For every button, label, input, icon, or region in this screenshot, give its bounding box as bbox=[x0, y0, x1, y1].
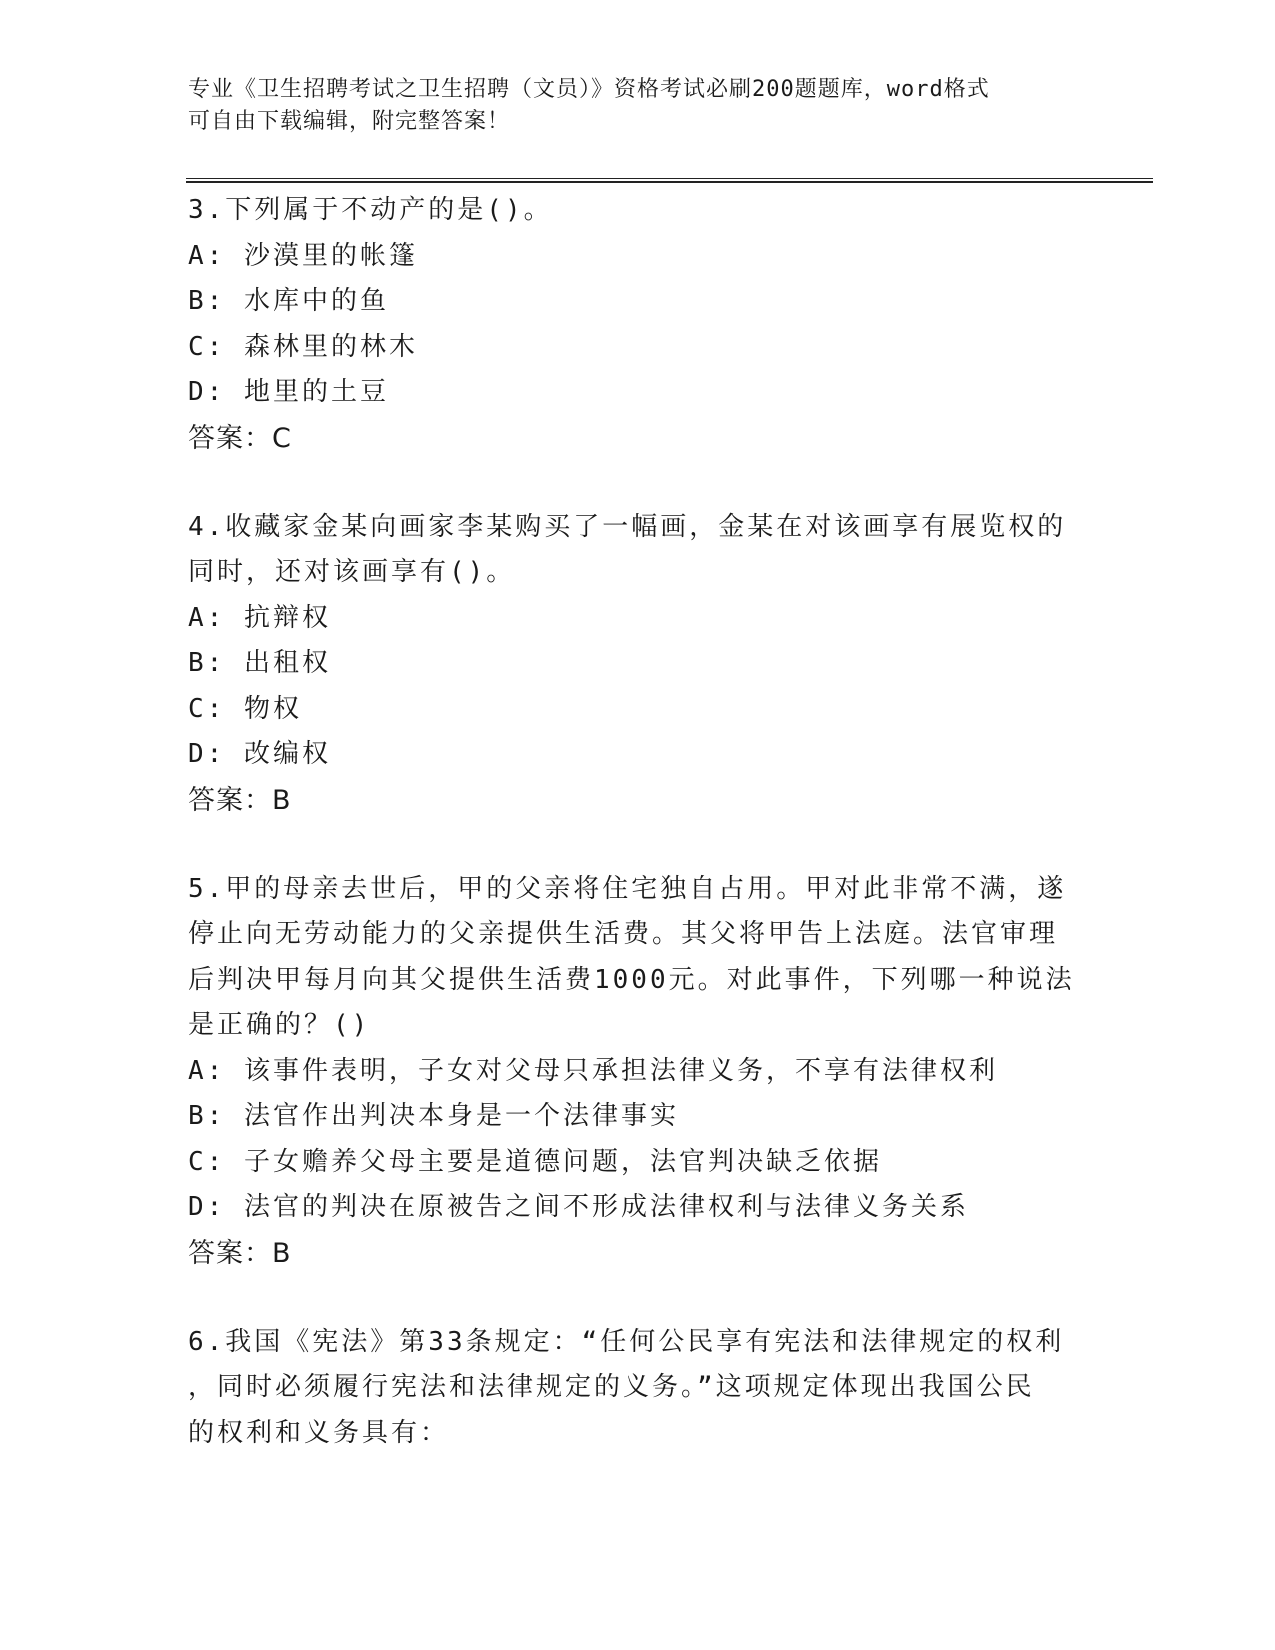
option-a: A: 该事件表明，子女对父母只承担法律义务，不享有法律权利 bbox=[188, 1055, 998, 1086]
option-a: A: 抗辩权 bbox=[188, 602, 331, 633]
question-list bbox=[188, 188, 1088, 1500]
question-stem: 停止向无劳动能力的父亲提供生活费。其父将甲告上法庭。法官审理 bbox=[188, 919, 1059, 949]
question-stem: 的权利和义务具有： bbox=[188, 1417, 450, 1448]
header-line: 专业《卫生招聘考试之卫生招聘（文员）》资格考试必刷200题题库，word格式 bbox=[188, 77, 990, 102]
question-6 bbox=[188, 1320, 1088, 1457]
header-divider bbox=[186, 178, 1153, 183]
header-line: 可自由下载编辑，附完整答案！ bbox=[188, 109, 511, 134]
question-stem: 是正确的？() bbox=[188, 1010, 371, 1040]
option-d: D: 法官的判决在原被告之间不形成法律权利与法律义务关系 bbox=[188, 1192, 969, 1222]
option-d: D: 地里的土豆 bbox=[188, 377, 389, 407]
answer: 答案：B bbox=[188, 784, 292, 816]
option-b: B: 出租权 bbox=[188, 648, 331, 678]
document-header bbox=[188, 74, 1068, 138]
option-d: D: 改编权 bbox=[188, 739, 331, 769]
question-stem: 同时，还对该画享有()。 bbox=[188, 557, 516, 587]
option-c: C: 森林里的林木 bbox=[188, 331, 418, 362]
question-stem: 5.甲的母亲去世后，甲的父亲将住宅独自占用。甲对此非常不满，遂 bbox=[188, 873, 1067, 904]
option-c: C: 物权 bbox=[188, 693, 302, 724]
question-stem: 6.我国《宪法》第33条规定：“任何公民享有宪法和法律规定的权利 bbox=[188, 1326, 1065, 1357]
option-b: B: 水库中的鱼 bbox=[188, 286, 389, 316]
question-4 bbox=[188, 505, 1088, 823]
answer: 答案：B bbox=[188, 1237, 292, 1269]
question-stem: 后判决甲每月向其父提供生活费1000元。对此事件，下列哪一种说法 bbox=[188, 964, 1075, 995]
question-stem: ，同时必须履行宪法和法律规定的义务。”这项规定体现出我国公民 bbox=[188, 1372, 1035, 1402]
question-3 bbox=[188, 188, 1088, 461]
question-5 bbox=[188, 867, 1088, 1276]
option-c: C: 子女赡养父母主要是道德问题，法官判决缺乏依据 bbox=[188, 1146, 882, 1177]
question-stem: 4.收藏家金某向画家李某购买了一幅画，金某在对该画享有展览权的 bbox=[188, 511, 1067, 542]
option-a: A: 沙漠里的帐篷 bbox=[188, 240, 418, 271]
option-b: B: 法官作出判决本身是一个法律事实 bbox=[188, 1101, 679, 1131]
question-stem: 3.下列属于不动产的是()。 bbox=[188, 195, 553, 225]
answer: 答案：C bbox=[188, 422, 292, 454]
